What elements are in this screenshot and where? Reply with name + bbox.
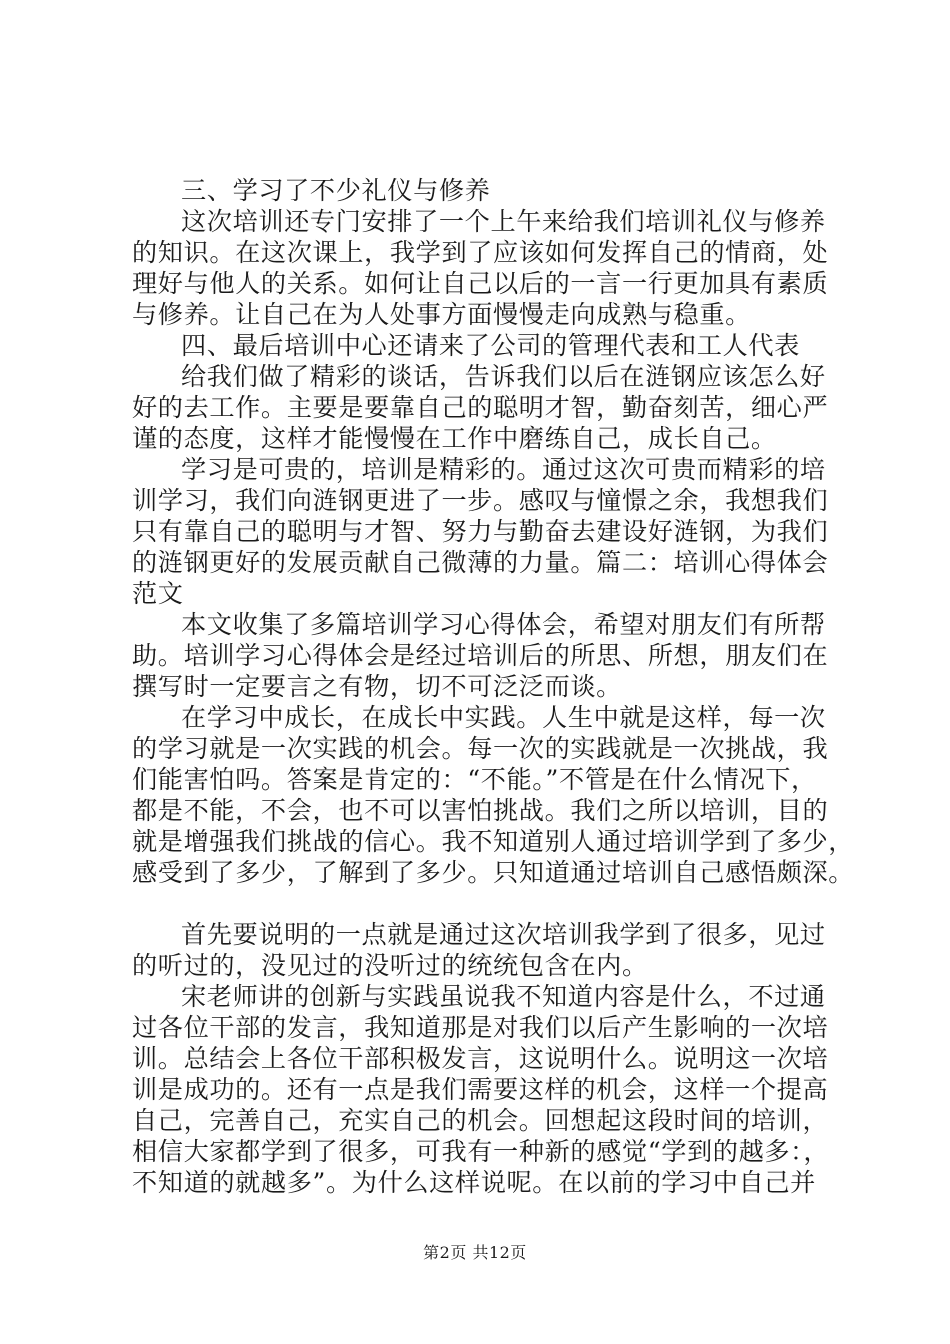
text-line: 训是成功的。还有一点是我们需要这样的机会，这样一个提高 bbox=[132, 1075, 829, 1104]
text-line: 三、学习了不少礼仪与修养 bbox=[181, 176, 491, 205]
page-footer: 第2页 共12页 bbox=[423, 1243, 527, 1262]
text-line: 训。总结会上各位干部积极发言，这说明什么。说明这一次培 bbox=[132, 1044, 829, 1073]
text-line: 的知识。在这次课上，我学到了应该如何发挥自己的情商，处 bbox=[132, 238, 829, 267]
text-line: 撰写时一定要言之有物，切不可泛泛而谈。 bbox=[132, 672, 622, 701]
text-line: 宋老师讲的创新与实践虽说我不知道内容是什么，不过通 bbox=[181, 982, 826, 1011]
text-line: 给我们做了精彩的谈话，告诉我们以后在涟钢应该怎么好 bbox=[181, 362, 826, 391]
text-line: 的听过的，没见过的没听过的统统包含在内。 bbox=[132, 951, 648, 980]
text-line: 的学习就是一次实践的机会。每一次的实践就是一次挑战，我 bbox=[132, 734, 829, 763]
text-line: 自己，完善自己，充实自己的机会。回想起这段时间的培训， bbox=[132, 1106, 829, 1135]
text-line: 谨的态度，这样才能慢慢在工作中磨练自己，成长自己。 bbox=[132, 424, 777, 453]
text-line: 过各位干部的发言，我知道那是对我们以后产生影响的一次培 bbox=[132, 1013, 829, 1042]
text-line: 在学习中成长，在成长中实践。人生中就是这样，每一次 bbox=[181, 703, 826, 732]
text-line: 学习是可贵的，培训是精彩的。通过这次可贵而精彩的培 bbox=[181, 455, 826, 484]
text-line: 本文收集了多篇培训学习心得体会，希望对朋友们有所帮 bbox=[181, 610, 826, 639]
text-line: 相信大家都学到了很多，可我有一种新的感觉“学到的越多：， bbox=[132, 1137, 830, 1166]
text-line: 与修养。让自己在为人处事方面慢慢走向成熟与稳重。 bbox=[132, 300, 751, 329]
text-line: 首先要说明的一点就是通过这次培训我学到了很多，见过 bbox=[181, 920, 826, 949]
text-line: 范文 bbox=[132, 579, 184, 608]
text-line: 们能害怕吗。答案是肯定的：“不能。”不管是在什么情况下， bbox=[132, 765, 817, 794]
text-line: 这次培训还专门安排了一个上午来给我们培训礼仪与修养 bbox=[181, 207, 826, 236]
text-line: 理好与他人的关系。如何让自己以后的一言一行更加具有素质 bbox=[132, 269, 829, 298]
text-line: 都是不能，不会，也不可以害怕挑战。我们之所以培训，目的 bbox=[132, 796, 829, 825]
text-line: 不知道的就越多”。为什么这样说呢。在以前的学习中自己并 bbox=[132, 1168, 816, 1197]
text-line: 训学习，我们向涟钢更进了一步。感叹与憧憬之余，我想我们 bbox=[132, 486, 829, 515]
text-line: 只有靠自己的聪明与才智、努力与勤奋去建设好涟钢，为我们 bbox=[132, 517, 829, 546]
text-line: 四、最后培训中心还请来了公司的管理代表和工人代表 bbox=[181, 331, 800, 360]
text-line: 感受到了多少，了解到了多少。只知道通过培训自己感悟颇深。 bbox=[132, 858, 855, 887]
text-line: 助。培训学习心得体会是经过培训后的所思、所想，朋友们在 bbox=[132, 641, 829, 670]
text-line: 就是增强我们挑战的信心。我不知道别人通过培训学到了多少， bbox=[132, 827, 855, 856]
text-line: 的涟钢更好的发展贡献自己微薄的力量。篇二：培训心得体会 bbox=[132, 548, 829, 577]
text-line: 好的去工作。主要是要靠自己的聪明才智，勤奋刻苦，细心严 bbox=[132, 393, 829, 422]
